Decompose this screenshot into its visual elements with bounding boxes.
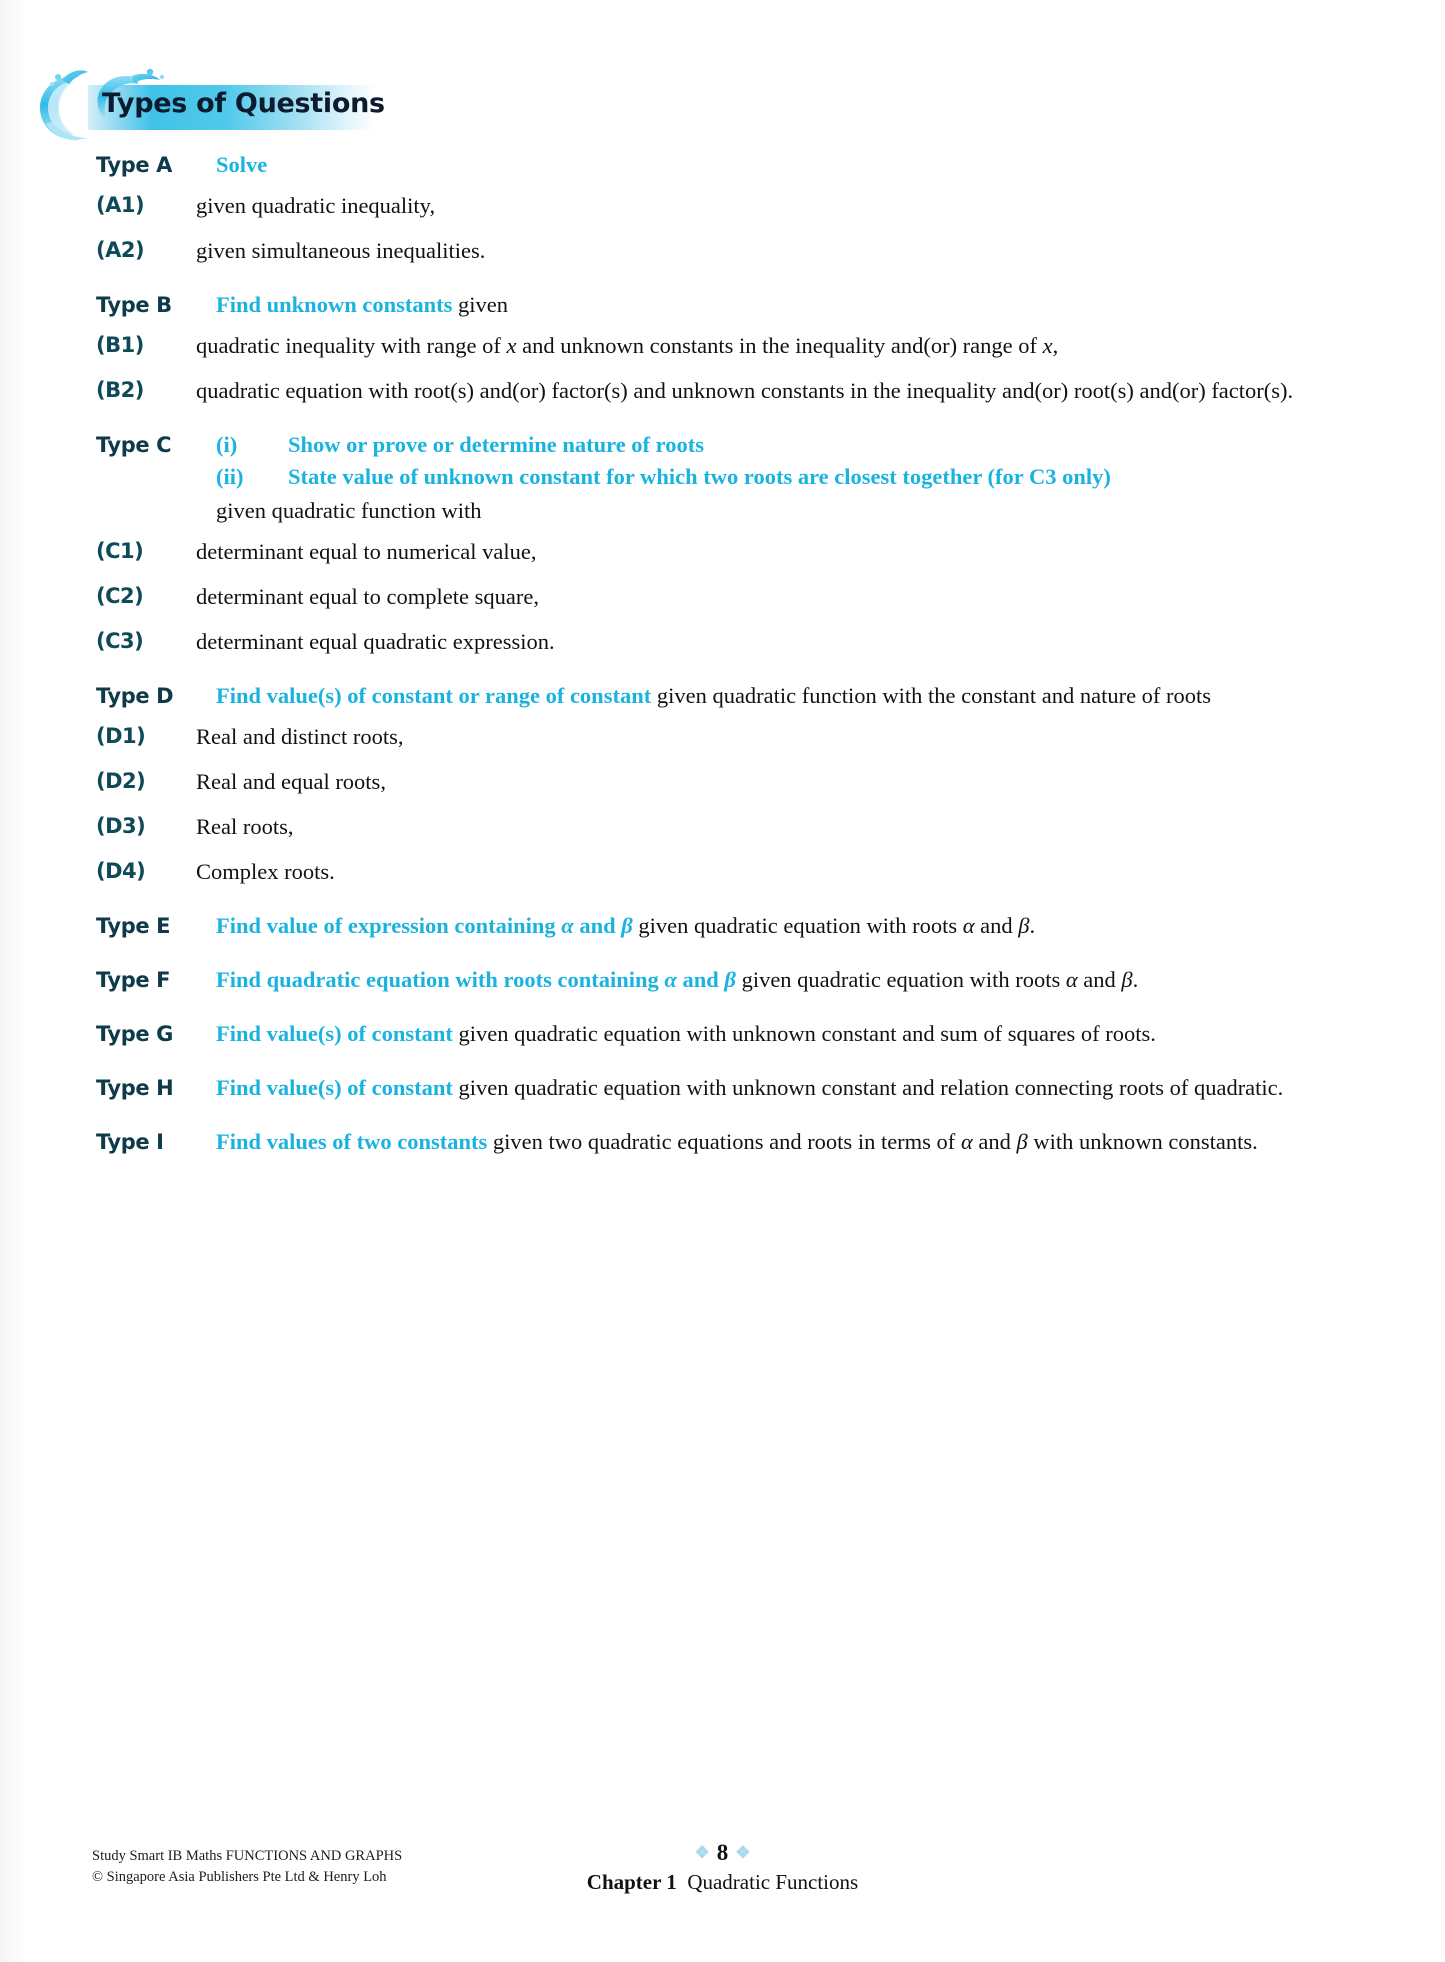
variable-x: x — [506, 333, 517, 358]
greek-alpha: α — [561, 913, 574, 938]
type-block-h — [0, 1073, 1445, 1103]
subitem-text-pre: quadratic inequality with range of — [196, 333, 507, 358]
footer-center-block — [0, 1840, 1445, 1895]
type-lead-a — [216, 150, 1325, 180]
type-label-f: Type F — [96, 968, 171, 992]
subitem-text: Real and equal roots, — [196, 769, 386, 794]
roman-tag: (i) — [216, 432, 238, 457]
type-lead-c — [216, 430, 1325, 526]
diamond-ornament-icon: ❖ — [694, 1843, 710, 1862]
type-lead-highlight-b: Find unknown constants — [216, 292, 453, 317]
type-lead-rest-h: given quadratic equation with unknown constant and relation connecting roots of quadratic. — [452, 1075, 1284, 1100]
footer-title-line: Study Smart IB Maths FUNCTIONS AND GRAPHS — [92, 1848, 403, 1864]
questions-list — [0, 150, 1445, 1181]
list-item — [96, 330, 1325, 361]
type-label-c: Type C — [96, 433, 172, 457]
type-lead-rest-i-post: with unknown constants. — [1027, 1129, 1258, 1154]
list-item — [96, 375, 1325, 406]
page-title: Types of Questions — [102, 88, 385, 119]
type-block-e — [0, 911, 1445, 941]
type-label-i: Type I — [96, 1130, 164, 1154]
roman-tag: (ii) — [216, 464, 244, 489]
greek-beta: β — [1016, 1129, 1028, 1154]
type-label-h: Type H — [96, 1076, 174, 1100]
list-item — [216, 462, 1325, 492]
list-item — [96, 766, 1325, 797]
chapter-title: Quadratic Functions — [687, 1870, 859, 1894]
type-lead-f — [216, 965, 1325, 995]
subitem-tag: (B2) — [96, 378, 144, 402]
type-lead-highlight-h: Find value(s) of constant — [216, 1075, 453, 1100]
list-item — [96, 581, 1325, 612]
subitem-text-mid: and unknown constants in the inequality and(or) range of — [516, 333, 1043, 358]
type-lead-b — [216, 290, 1325, 320]
list-item — [216, 430, 1325, 460]
subitem-text: determinant equal to numerical value, — [196, 539, 537, 564]
greek-alpha: α — [962, 913, 975, 938]
type-lead-rest-f-post: . — [1132, 967, 1139, 992]
subitem-tag: (D3) — [96, 814, 146, 838]
type-lead-e — [216, 911, 1325, 941]
diamond-ornament-icon: ❖ — [735, 1843, 751, 1862]
subitem-list-a — [96, 190, 1325, 266]
subitem-tag: (A2) — [96, 238, 145, 262]
type-lead-rest-b: given — [452, 292, 508, 317]
subitem-text-post: , — [1052, 333, 1059, 358]
list-item — [96, 721, 1325, 752]
type-lead-rest-i-pre: given two quadratic equations and roots in terms of — [487, 1129, 961, 1154]
subitem-text: quadratic equation with root(s) and(or) factor(s) and unknown constants in the inequality and(or) root(s) and(or) factor(s). — [196, 378, 1294, 403]
subitem-tag: (D2) — [96, 769, 146, 793]
type-lead-highlight-d: Find value(s) of constant or range of constant — [216, 683, 652, 708]
footer-copyright-line: © Singapore Asia Publishers Pte Ltd & Henry Loh — [92, 1869, 387, 1885]
section-header-banner — [28, 62, 385, 144]
list-item — [96, 811, 1325, 842]
type-block-i — [0, 1127, 1445, 1157]
greek-beta: β — [621, 913, 633, 938]
type-label-b: Type B — [96, 293, 172, 317]
roman-list-c — [216, 430, 1325, 492]
type-lead-rest-f-mid: and — [1077, 967, 1122, 992]
list-item — [96, 190, 1325, 221]
type-lead-h — [216, 1073, 1325, 1103]
chapter-caption — [0, 1869, 1445, 1895]
type-lead-highlight-e: Find value of expression containing — [216, 913, 562, 938]
type-lead-g — [216, 1019, 1325, 1049]
chapter-number: Chapter 1 — [586, 1870, 677, 1894]
roman-text: Show or prove or determine nature of roots — [288, 432, 705, 457]
subitem-tag: (C3) — [96, 629, 144, 653]
list-item — [96, 536, 1325, 567]
subitem-tag: (C2) — [96, 584, 144, 608]
type-lead-rest-e-pre: given quadratic equation with roots — [632, 913, 963, 938]
list-item — [96, 856, 1325, 887]
subitem-list-b — [96, 330, 1325, 406]
type-block-c — [0, 430, 1445, 657]
type-block-g — [0, 1019, 1445, 1049]
type-block-b — [0, 290, 1445, 406]
type-lead-rest-e-post: . — [1029, 913, 1036, 938]
greek-beta: β — [724, 967, 736, 992]
type-lead-d — [216, 681, 1325, 711]
subitem-text: Real and distinct roots, — [196, 724, 404, 749]
type-label-d: Type D — [96, 684, 174, 708]
type-lead-rest-d: given quadratic function with the constant and nature of roots — [651, 683, 1212, 708]
page-number-row — [0, 1840, 1445, 1866]
type-label-e: Type E — [96, 914, 171, 938]
type-lead-highlight-e-mid: and — [573, 913, 622, 938]
subitem-tag: (D4) — [96, 859, 146, 883]
type-lead-rest-f-pre: given quadratic equation with roots — [735, 967, 1066, 992]
type-block-f — [0, 965, 1445, 995]
page-footer — [0, 1840, 1445, 1930]
type-block-d — [0, 681, 1445, 887]
type-label-g: Type G — [96, 1022, 173, 1046]
type-block-a — [0, 150, 1445, 266]
type-lead-highlight-a: Solve — [216, 152, 268, 177]
type-c-given-line: given quadratic function with — [216, 498, 482, 523]
variable-x: x — [1042, 333, 1053, 358]
subitem-tag: (A1) — [96, 193, 145, 217]
greek-alpha: α — [1065, 967, 1078, 992]
roman-text: State value of unknown constant for which two roots are closest together (for C3 only) — [288, 464, 1111, 489]
type-lead-i — [216, 1127, 1325, 1157]
subitem-text: given simultaneous inequalities. — [196, 238, 486, 263]
subitem-tag: (C1) — [96, 539, 144, 563]
type-lead-rest-e-mid: and — [974, 913, 1019, 938]
subitem-tag: (D1) — [96, 724, 146, 748]
type-label-a: Type A — [96, 153, 172, 177]
greek-beta: β — [1018, 913, 1030, 938]
list-item — [96, 626, 1325, 657]
list-item — [96, 235, 1325, 266]
greek-beta: β — [1121, 967, 1133, 992]
type-lead-highlight-f: Find quadratic equation with roots containing — [216, 967, 665, 992]
greek-alpha: α — [664, 967, 677, 992]
page-number: 8 — [716, 1840, 729, 1865]
subitem-text: determinant equal to complete square, — [196, 584, 539, 609]
type-lead-highlight-i: Find values of two constants — [216, 1129, 488, 1154]
subitem-text: determinant equal quadratic expression. — [196, 629, 555, 654]
subitem-text: Complex roots. — [196, 859, 335, 884]
subitem-text: Real roots, — [196, 814, 294, 839]
type-lead-highlight-f-mid: and — [676, 967, 725, 992]
type-lead-highlight-g: Find value(s) of constant — [216, 1021, 453, 1046]
subitem-text: given quadratic inequality, — [196, 193, 436, 218]
greek-alpha: α — [960, 1129, 973, 1154]
subitem-list-d — [96, 721, 1325, 887]
subitem-list-c — [96, 536, 1325, 657]
subitem-tag: (B1) — [96, 333, 144, 357]
type-lead-rest-i-mid: and — [972, 1129, 1017, 1154]
type-lead-rest-g: given quadratic equation with unknown constant and sum of squares of roots. — [452, 1021, 1156, 1046]
